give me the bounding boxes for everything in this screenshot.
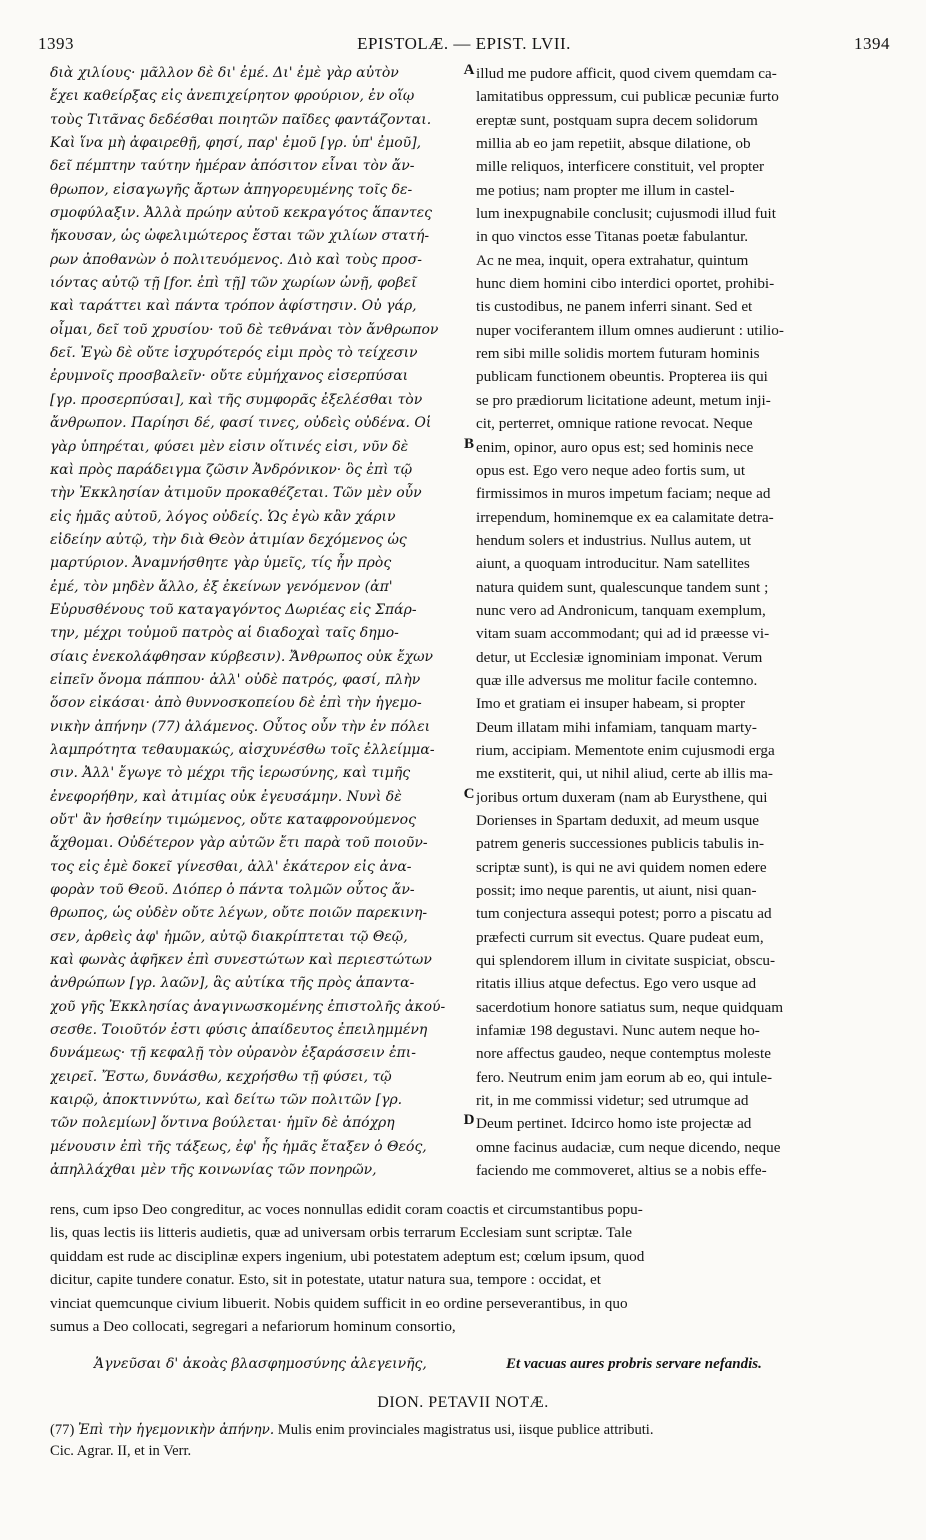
greek-text-line: ἐνεφορήθην, καὶ ἀτιμίας οὐκ ἐγευσάμην. Νυνὶ δὲ (50, 788, 402, 805)
page-header (38, 34, 890, 58)
greek-text-line: χοῦ γῆς Ἐκκλησίας ἀναγινωσκομένης ἐπιστολῆς ἀκού- (50, 998, 446, 1015)
latin-text-line: infamiæ 198 degustavi. Nunc autem neque ho- (476, 1022, 760, 1040)
greek-text-line: ὅσον εἰκάσαι· ἀπὸ θυννοσκοπείου δὲ ἐπὶ τὴν ἡγεμο- (50, 695, 422, 712)
full-width-latin-text (50, 1198, 890, 1338)
greek-text-line: καὶ ταράττει καὶ πάντα τρόπον ἀφίστησιν. Οὐ γάρ, (50, 298, 417, 315)
latin-text-line: in quo vinctos esse Titanas poetæ fabulantur. (476, 228, 749, 246)
latin-text-line: opus est. Ego vero neque adeo fortis sum, ut (476, 461, 746, 479)
latin-text-line: scriptæ sunt), is qui ne avi quidem nomen edere (476, 858, 767, 876)
margin-marker-c: C (463, 786, 475, 802)
greek-text-line: ἀνθρώπων [γρ. λαῶν], ἃς αὐτίκα τῆς πρὸς ἁπαντα- (50, 975, 415, 992)
latin-text-line: præfecti currum sit evectus. Quare pudeat eum, (476, 928, 764, 946)
latin-text-line: faciendo me commoveret, altius se a nobis effe- (476, 1162, 767, 1180)
greek-text-line: τῶν πολεμίων] ὅντινα βούλεται· ἡμῖν δὲ ἀπόχρη (50, 1115, 395, 1132)
footnote-citation: Cic. Agrar. II, et in Verr. (50, 1443, 192, 1459)
footnote-number: (77) (50, 1422, 75, 1438)
greek-text-line: σεν, ἀρθεὶς ἀφ' ἡμῶν, αὐτῷ διακρίπτεται τῷ Θεῷ, (50, 928, 408, 945)
latin-text-line: illud me pudore afficit, quod civem quemdam ca- (476, 65, 777, 82)
greek-text-line: τος εἰς ἐμὲ δοκεῖ γίνεσθαι, ἀλλ' ἑκάτερον εἰς ἀνα- (50, 858, 412, 875)
latin-text-line: sacerdotium honore satiatus sum, neque quidquam (476, 998, 784, 1016)
greek-text-line: ἄχθομαι. Οὐδέτερον γὰρ αὐτῶν ἔτι παρὰ τοῦ ποιοῦν- (50, 835, 428, 852)
latin-text-line: quæ ille adversus me molitur facile contemno. (476, 671, 758, 689)
latin-text-line: Ac ne mea, inquit, opera extrahatur, quintum (476, 251, 749, 269)
latin-text-line: tis custodibus, ne panem inferri sinant. Sed et (476, 298, 753, 316)
latin-text-line: fero. Neutrum enim jam eorum ab eo, qui intule- (476, 1068, 773, 1086)
greek-text-line: οὔτ' ἂν ἡσθείην τιμώμενος, οὔτε καταφρονούμενος (50, 812, 416, 828)
greek-text-line: χειρεῖ. Ἔστω, δυνάσθω, κεχρήσθω τῇ φύσει, τῷ (50, 1068, 392, 1085)
latin-text-line: possit; imo neque parentis, ut aiunt, nisi quan- (476, 882, 757, 900)
greek-text-line: λαμπρότητα τεθαυμακώς, αἰσχυνέσθω τοῖς ἐλλείμμα- (50, 741, 435, 758)
margin-marker-a: A (463, 62, 475, 78)
footnote-text: Mulis enim provinciales magistratus usi, iisque publice attributi. (277, 1422, 654, 1438)
latin-text-line: vitam suam accommodant; qui ad id præesse vi- (476, 625, 770, 643)
latin-text-line: lamitatibus oppressum, cui publicæ pecuniæ furto (476, 88, 779, 106)
greek-text-line: ἄνθρωπον. Παρίησι δέ, φασί τινες, οὐδεὶς οὐδένα. Οἱ (50, 415, 432, 432)
latin-text-line: me potius; nam propter me illum in castel- (476, 181, 735, 199)
latin-text-line: tum conjectura assequi potest; porro a piscatu ad (476, 905, 772, 923)
greek-text-line: δεῖ πέμπτην ταύτην ἡμέραν ἀπόσιτον εἶναι τὸν ἄν- (50, 158, 415, 175)
latin-text-column (476, 62, 890, 1202)
latin-text-line: patrem generis successiones publicis tabulis in- (476, 835, 765, 853)
latin-text-line: Deum pertinet. Idcirco homo iste projectæ ad (476, 1115, 752, 1133)
notes-heading: DION. PETAVII NOTÆ. (377, 1394, 549, 1411)
latin-text-line: ritatis illius atque defectus. Ego vero usque ad (476, 975, 757, 993)
latin-text-line: rit, in me commissi videtur; sed utrumque ad (476, 1092, 749, 1110)
greek-text-line: οἶμαι, δεῖ τοῦ χρυσίου· τοῦ δὲ τεθνάναι τὸν ἄνθρωπον (50, 321, 439, 338)
latin-text-line: omne facinus audaciæ, cum neque dicendo, neque (476, 1138, 781, 1156)
latin-text-line: detur, ut Ecclesiæ ignominiam imponat. Verum (476, 648, 763, 666)
full-width-text-line: quiddam est rude ac disciplinæ expers ingenium, ubi potestatem adeptum est; cœlum ipsum, quod (50, 1247, 645, 1265)
greek-text-line: μένουσιν ἐπὶ τῆς τάξεως, ἐφ' ἧς ἡμᾶς ἔταξεν ὁ Θεός, (50, 1138, 427, 1155)
greek-text-line: καιρῷ, ἀποκτιννύτω, καὶ δείτω τῶν πολιτῶν [γρ. (50, 1092, 403, 1109)
latin-text-line: nore affectus gaudeo, neque contemptus moleste (476, 1045, 771, 1063)
latin-text-line: aiunt, a quoquam introducitur. Nam satellites (476, 555, 750, 573)
greek-text-line: τὴν Ἐκκλησίαν ἀτιμοῦν προκαθέζεται. Τῶν μὲν οὖν (50, 485, 422, 502)
latin-verse-line: Et vacuas aures probris servare nefandis. (506, 1356, 762, 1372)
margin-marker-b: B (463, 436, 474, 452)
page-number-left: 1393 (38, 34, 74, 53)
margin-marker-d: D (463, 1112, 475, 1128)
latin-text-line: rem sibi mille solidis mortem futuram hominis (476, 345, 760, 363)
greek-text-line: σιν. Ἀλλ' ἔγωγε τὸ μέχρι τῆς ἱερωσύνης, καὶ τιμῆς (50, 765, 411, 782)
greek-text-line: σεσθε. Τοιοῦτόν ἐστι φύσις ἀπαίδευτος ἐπειλημμένη (50, 1022, 428, 1039)
greek-text-line: εἰπεῖν ὄνομα πάππου· ἀλλ' οὐδὲ πατρός, φασί, πλὴν (50, 671, 421, 688)
full-width-text-line: rens, cum ipso Deo congreditur, ac voces nonnullas edidit coram coactis et circumstantibus popu- (50, 1201, 643, 1218)
greek-text-line: ἐμέ, τὸν μηδὲν ἄλλο, ἐξ ἐκείνων γενόμενον (ἀπ' (50, 578, 393, 595)
latin-text-line: cit, perterret, omnique ratione revocat. Neque (476, 415, 753, 433)
greek-text-line: ἤκουσαν, ὡς ὠφελιμώτερος ἔσται τῶν χιλίων στατή- (50, 228, 430, 245)
latin-text-line: joribus ortum duxeram (nam ab Eurysthene, qui (476, 788, 768, 806)
greek-text-line: φορὰν τοῦ Θεοῦ. Διόπερ ὁ πάντα τολμῶν οὗτος ἄν- (50, 882, 415, 899)
latin-text-line: qui splendorem illum in civitate suspiciat, obscu- (476, 952, 776, 970)
full-width-text-line: dicitur, capite tundere conatur. Esto, sit in potestate, utatur natura sua, tempore : occidat, et (50, 1271, 602, 1289)
greek-text-line: διὰ χιλίους· μᾶλλον δὲ δι' ἐμέ. Δι' ἐμὲ γὰρ αὐτὸν (50, 65, 399, 81)
footnote-77 (50, 1420, 892, 1441)
greek-text-line: ρων ἀποθανὼν ὁ πολιτευόμενος. Διὸ καὶ τοὺς προσ- (50, 251, 422, 268)
latin-text-line: Deum illatam mihi infamiam, tanquam marty- (476, 718, 757, 736)
greek-text-line: σμοφύλαξιν. Ἀλλὰ πρώην αὐτοῦ κεκραγότος ἅπαντες (50, 205, 432, 222)
latin-text-line: irrependum, hominemque ex ea calamitate detra- (476, 508, 774, 526)
latin-text-line: Imo et gratiam ei insuper habeam, si propter (476, 695, 746, 713)
greek-text-line: καὶ φωνὰς ἀφῆκεν ἐπὶ συνεστώτων καὶ περιεστώτων (50, 952, 432, 969)
latin-text-line: firmissimos in muros impetum faciam; neque ad (476, 485, 771, 503)
greek-text-line: σίαις ἐνεκολάφθησαν κύρβεσιν). Ἄνθρωπος οὐκ ἔχων (50, 648, 434, 665)
footnotes (50, 1420, 892, 1462)
greek-text-line: Καὶ ἵνα μὴ ἀφαιρεθῇ, φησί, παρ' ἐμοῦ [γρ. ὑπ' ἐμοῦ], (50, 135, 422, 152)
latin-text-line: hendum solers et industrius. Nullus autem, ut (476, 531, 752, 549)
greek-text-column (50, 62, 462, 1202)
greek-text-line: ἔχει καθείρξας εἰς ἀνεπιχείρητον φρούριον, ἐν οἵῳ (50, 88, 415, 105)
greek-text-line: καὶ πρὸς παράδειγμα ζῶσιν Ἀνδρόνικον· ὃς ἐπὶ τῷ (50, 461, 413, 478)
latin-text-line: Dorienses in Spartam deduxit, ad meum usque (476, 812, 760, 829)
running-title: EPISTOLÆ. — EPIST. LVII. (357, 34, 571, 53)
latin-text-line: mille reliquos, interficere constituit, vel propter (476, 158, 765, 176)
latin-text-line: me exstiterit, qui, ut nihil aliud, certe ab illis ma- (476, 765, 773, 783)
greek-text-line: δυνάμεως· τῇ κεφαλῇ τὸν οὐρανὸν ἐξαράσσειν ἐπι- (50, 1045, 416, 1062)
latin-text-line: enim, opinor, auro opus est; sed hominis nece (476, 438, 754, 456)
latin-text-line: nunc vero ad Andronicum, tanquam exemplum, (476, 601, 766, 619)
latin-text-line: publicam functionem obeuntis. Propterea iis qui (476, 368, 768, 386)
greek-text-line: Εὐρυσθένους τοῦ καταγαγόντος Δωριέας εἰς Σπάρ- (50, 601, 417, 618)
greek-text-line: εἰς ἡμᾶς αὐτοῦ, λόγος οὐδείς. Ὡς ἐγὼ κἂν χάριν (50, 508, 396, 525)
greek-text-line: ἀπηλλάχθαι μὲν τῆς κοινωνίας τῶν πονηρῶν, (50, 1162, 377, 1179)
latin-text-line: hunc diem homini cibo interdici oportet, prohibi- (476, 275, 775, 293)
latin-text-line: natura quidem sunt, qualescunque tandem sunt ; (476, 578, 769, 596)
latin-text-line: millia ab eo jam repetiit, absque dilatione, ob (476, 135, 751, 153)
greek-text-line: [γρ. προσερπύσαι], καὶ τῆς συμφορᾶς ἐξελέσθαι τὸν (50, 391, 423, 408)
latin-text-line: nuper vociferantem illum omnes audierunt : utilio- (476, 321, 784, 339)
greek-text-line: ἐρυμνοῖς προσβαλεῖν· οὔτε εὐμήχανος εἰσερπύσαι (50, 368, 409, 385)
latin-text-line: se pro prædiorum licitatione adeunt, metum inji- (476, 391, 771, 409)
full-width-text-line: sumus a Deo collocati, segregari a nefariorum hominum consortio, (50, 1318, 456, 1336)
greek-verse-line: Ἁγνεῦσαι δ' ἀκοὰς βλασφημοσύνης ἀλεγεινῆς, (94, 1356, 427, 1372)
greek-text-line: την, μέχρι τοὐμοῦ πατρὸς αἱ διαδοχαὶ ταῖς δημο- (50, 625, 399, 642)
greek-text-line: νικὴν ἀπήνην (77) ἀλάμενος. Οὗτος οὖν τὴν ἐν πόλει (50, 718, 431, 735)
latin-text-line: ereptæ sunt, postquam supra decem solidorum (476, 111, 758, 129)
greek-text-line: δεῖ. Ἐγὼ δὲ οὔτε ἰσχυρότερός εἰμι πρὸς τὸ τείχεσιν (50, 345, 418, 362)
greek-text-line: γὰρ ὑπηρέται, φύσει μὲν εἰσιν οἵτινές εἰσι, νῦν δὲ (50, 438, 409, 455)
greek-text-line: μαρτύριον. Ἀναμνήσθητε γὰρ ὑμεῖς, τίς ἦν πρὸς (50, 555, 392, 572)
greek-text-line: θρωπον, εἰσαγωγῆς ἄρτων ἀπηγορευμένης τοῖς δε- (50, 181, 413, 198)
greek-text-line: θρωπος, ὡς οὐδὲν οὔτε λέγων, οὔτε ποιῶν παρεκινη- (50, 905, 428, 922)
full-width-text-line: lis, quas lectis iis litteris audietis, quæ ad universam orbis terrarum Ecclesiam sunt scriptæ. Tale (50, 1224, 632, 1242)
latin-text-line: lum inexpugnabile conclusit; cujusmodi illud fuit (476, 205, 776, 223)
footnote-lemma: Ἐπὶ τὴν ἡγεμονικὴν ἀπήνην. (77, 1422, 275, 1438)
page-number-right: 1394 (854, 34, 890, 53)
full-width-text-line: vinciat quemcunque civium libuerit. Nobis quidem sufficit in eo ordine perseverantibus, in quo (50, 1294, 628, 1312)
greek-text-line: τοὺς Τιτᾶνας δεδέσθαι ποιητῶν παῖδες φαντάζονται. (50, 111, 432, 128)
greek-text-line: εἰδείην αὐτῷ, τὴν διὰ Θεὸν ἀτιμίαν δεχόμενος ὡς (50, 531, 407, 548)
greek-text-line: ιόντας αὐτῷ τῇ [for. ἐπὶ τῇ] τῶν χωρίων ὠνῇ, φοβεῖ (50, 275, 417, 292)
latin-text-line: rium, accipiam. Mementote enim cujusmodi erga (476, 741, 775, 759)
